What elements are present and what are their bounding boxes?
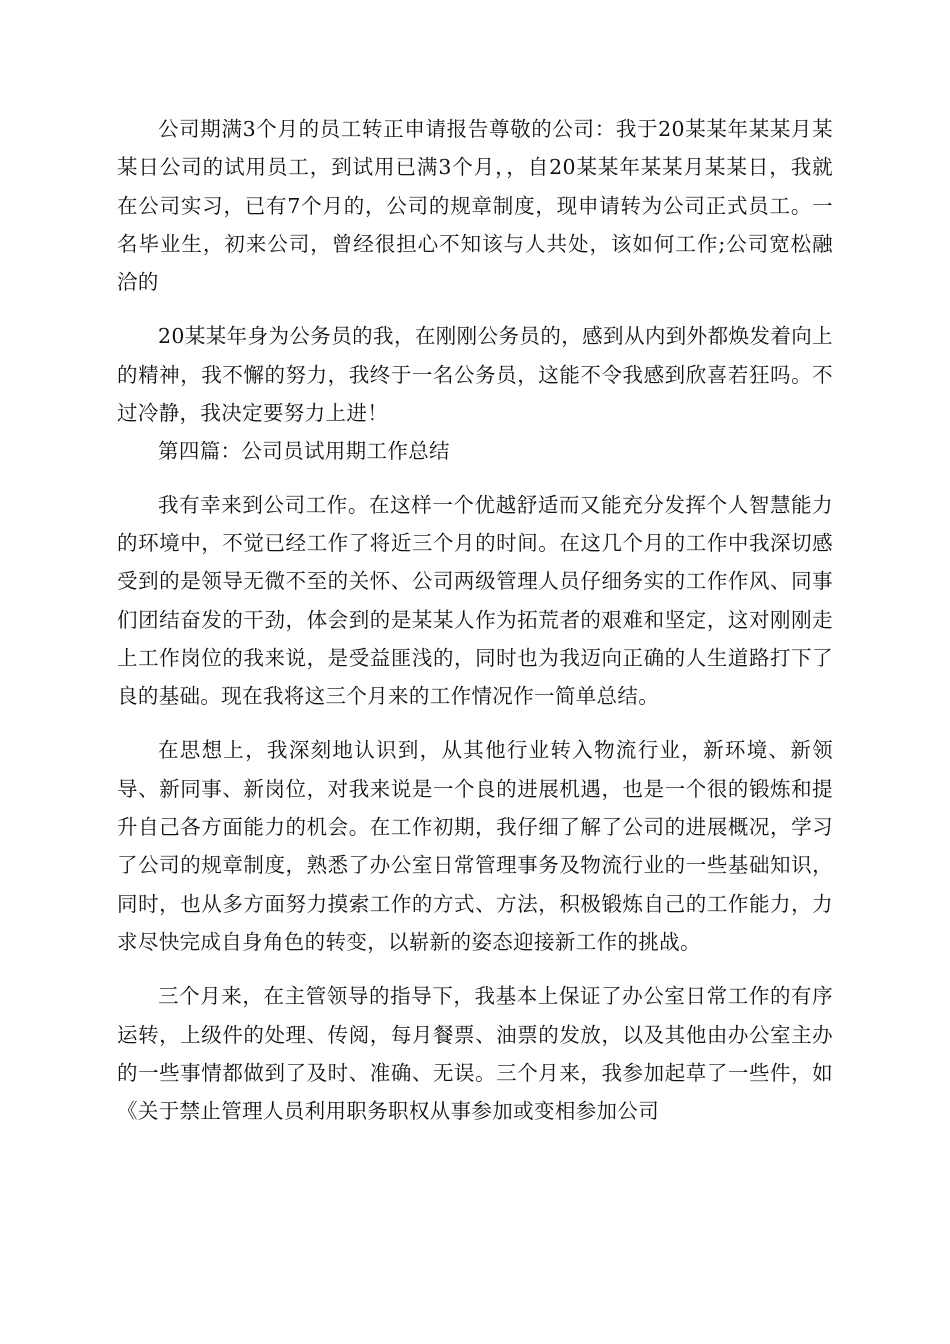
section-heading: 第四篇：公司员试用期工作总结 — [158, 439, 450, 464]
paragraph-work-summary: 三个月来，在主管领导的指导下，我基本上保证了办公室日常工作的有序运转，上级件的处理、传阅，每月餐票、油票的发放，以及其他由办公室主办的一些事情都做到了及时、准确、无误。三个月来，我参加起草了一些件，如《关于禁止管理人员利用职务职权从事参加或变相参加公司 — [117, 984, 833, 1124]
paragraph-transfer-application: 公司期满3个月的员工转正申请报告尊敬的公司：我于20某某年某某月某某日公司的试用员工，到试用已满3个月，，自20某某年某某月某某日，我就在公司实习，已有7个月的，公司的规章制度，现申请转为公司正式员工。一名毕业生，初来公司，曾经很担心不知该与人共处，该如何工作;公司宽松融洽的 — [117, 117, 833, 295]
paragraph-civil-servant: 20某某年身为公务员的我，在刚刚公务员的，感到从内到外都焕发着向上的精神，我不懈的努力，我终于一名公务员，这能不令我感到欣喜若狂吗。不过冷静，我决定要努力上进！ — [117, 324, 833, 426]
paragraph-ideology: 在思想上，我深刻地认识到，从其他行业转入物流行业，新环境、新领导、新同事、新岗位，对我来说是一个良的进展机遇，也是一个很的锻炼和提升自己各方面能力的机会。在工作初期，我仔细了解了公司的进展概况，学习了公司的规章制度，熟悉了办公室日常管理事务及物流行业的一些基础知识，同时，也从多方面努力摸索工作的方式、方法，积极锻炼自己的工作能力，力求尽快完成自身角色的转变，以崭新的姿态迎接新工作的挑战。 — [117, 738, 833, 954]
paragraph-introduction: 我有幸来到公司工作。在这样一个优越舒适而又能充分发挥个人智慧能力的环境中，不觉已经工作了将近三个月的时间。在这几个月的工作中我深切感受到的是领导无微不至的关怀、公司两级管理人员仔细务实的工作作风、同事们团结奋发的干劲，体会到的是某某人作为拓荒者的艰难和坚定，这对刚刚走上工作岗位的我来说，是受益匪浅的，同时也为我迈向正确的人生道路打下了良的基础。现在我将这三个月来的工作情况作一简单总结。 — [117, 492, 833, 709]
document-body — [117, 110, 833, 1130]
